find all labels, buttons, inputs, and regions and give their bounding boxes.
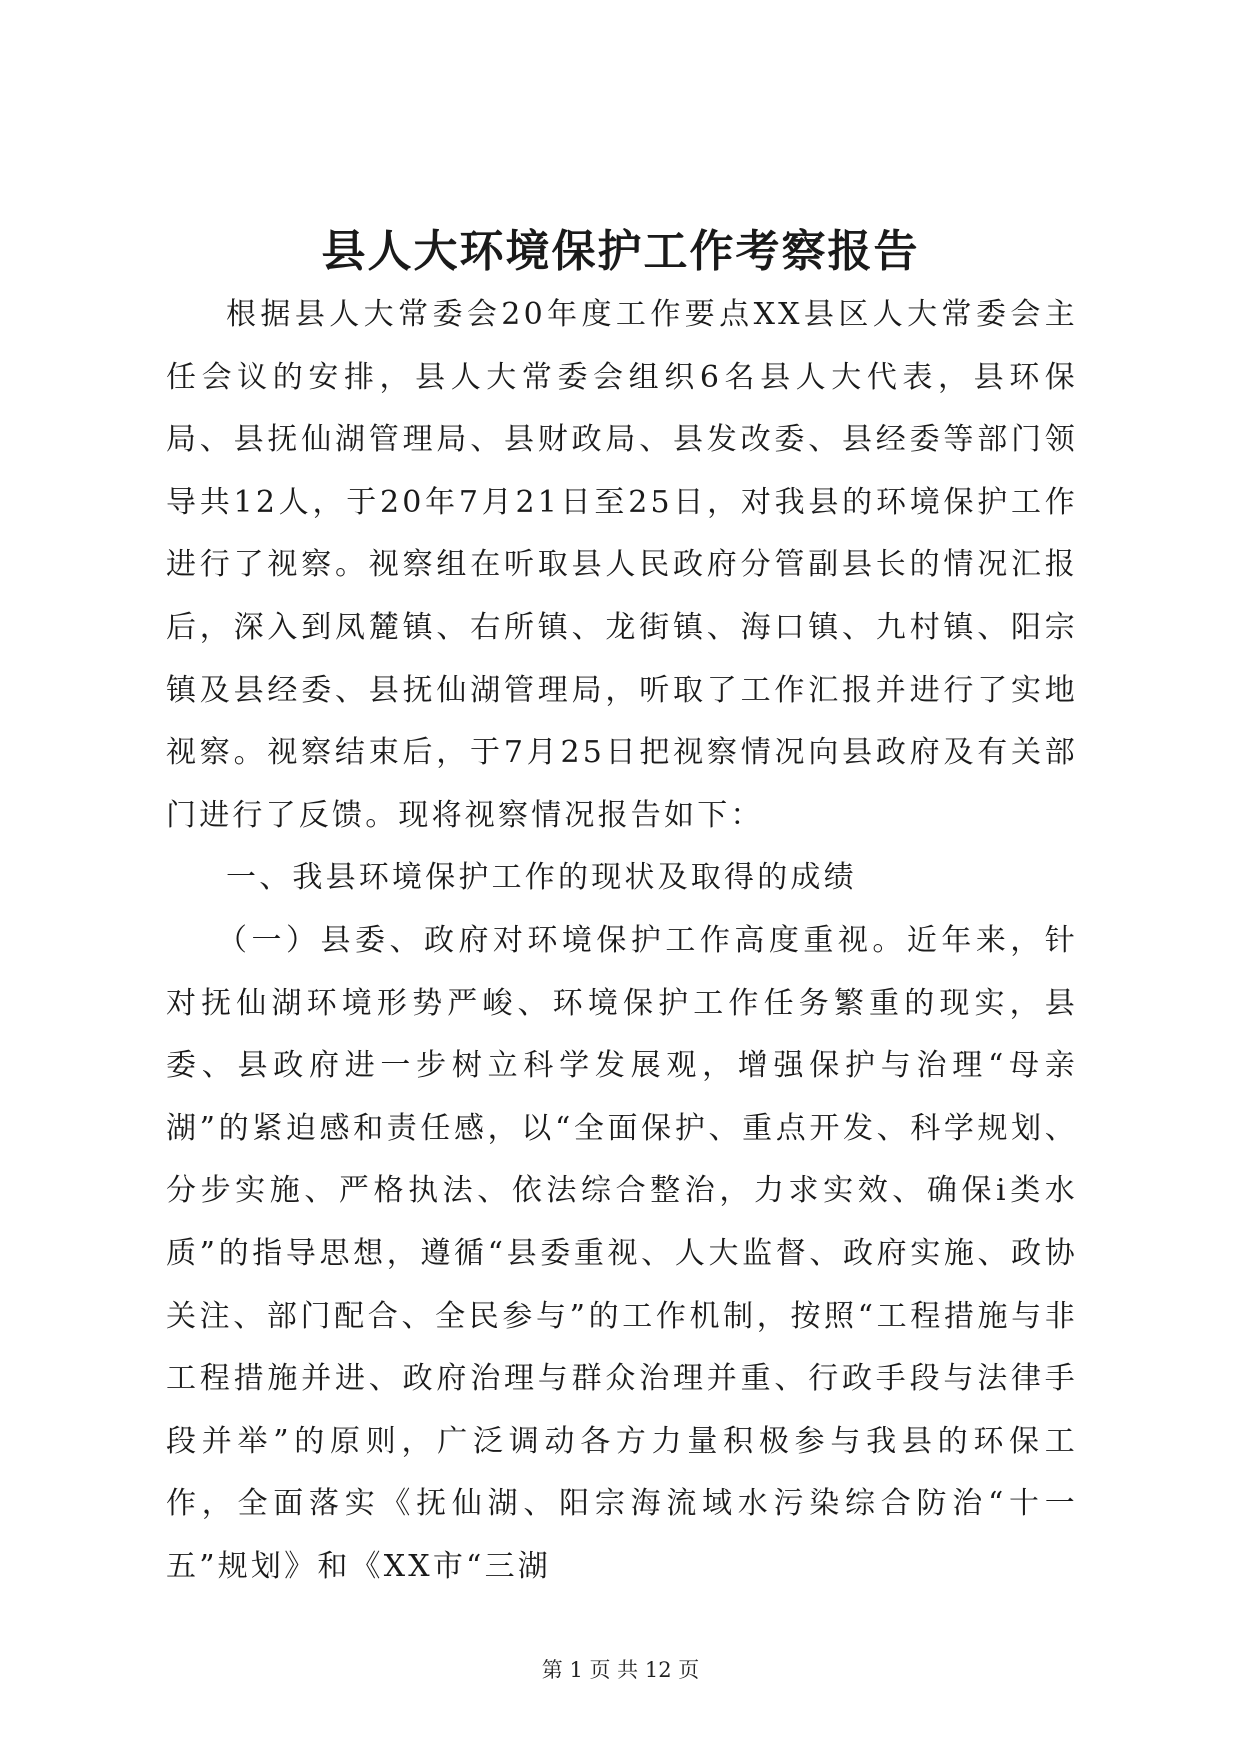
intro-paragraph: 根据县人大常委会20年度工作要点XX县区人大常委会主任会议的安排，县人大常委会组织6名县人大代表，县环保局、县抚仙湖管理局、县财政局、县发改委、县经委等部门领导共12人，于20年7月21日至25日，对我县的环境保护工作进行了视察。视察组在听取县人民政府分管副县长的情况汇报后，深入到凤麓镇、右所镇、龙街镇、海口镇、九村镇、阳宗镇及县经委、县抚仙湖管理局，听取了工作汇报并进行了实地视察。视察结束后，于7月25日把视察情况向县政府及有关部门进行了反馈。现将视察情况报告如下：	[166, 297, 1078, 833]
document-title: 县人大环境保护工作考察报告	[321, 226, 920, 277]
section-heading: 一、我县环境保护工作的现状及取得的成绩	[226, 860, 857, 896]
subsection-paragraph: （一）县委、政府对环境保护工作高度重视。近年来，针对抚仙湖环境形势严峻、环境保护工作任务繁重的现实，县委、县政府进一步树立科学发展观，增强保护与治理“母亲湖”的紧迫感和责任感，以“全面保护、重点开发、科学规划、分步实施、严格执法、依法综合整治，力求实效、确保ⅰ类水质”的指导思想，遵循“县委重视、人大监督、政府实施、政协关注、部门配合、全民参与”的工作机制，按照“工程措施与非工程措施并进、政府治理与群众治理并重、行政手段与法律手段并举”的原则，广泛调动各方力量积极参与我县的环保工作，全面落实《抚仙湖、阳宗海流域水污染综合防治“十一五”规划》和《XX市“三湖	[166, 922, 1078, 1584]
page-footer: 第 1 页 共 12 页	[541, 1658, 700, 1682]
document-body	[166, 284, 1078, 1598]
